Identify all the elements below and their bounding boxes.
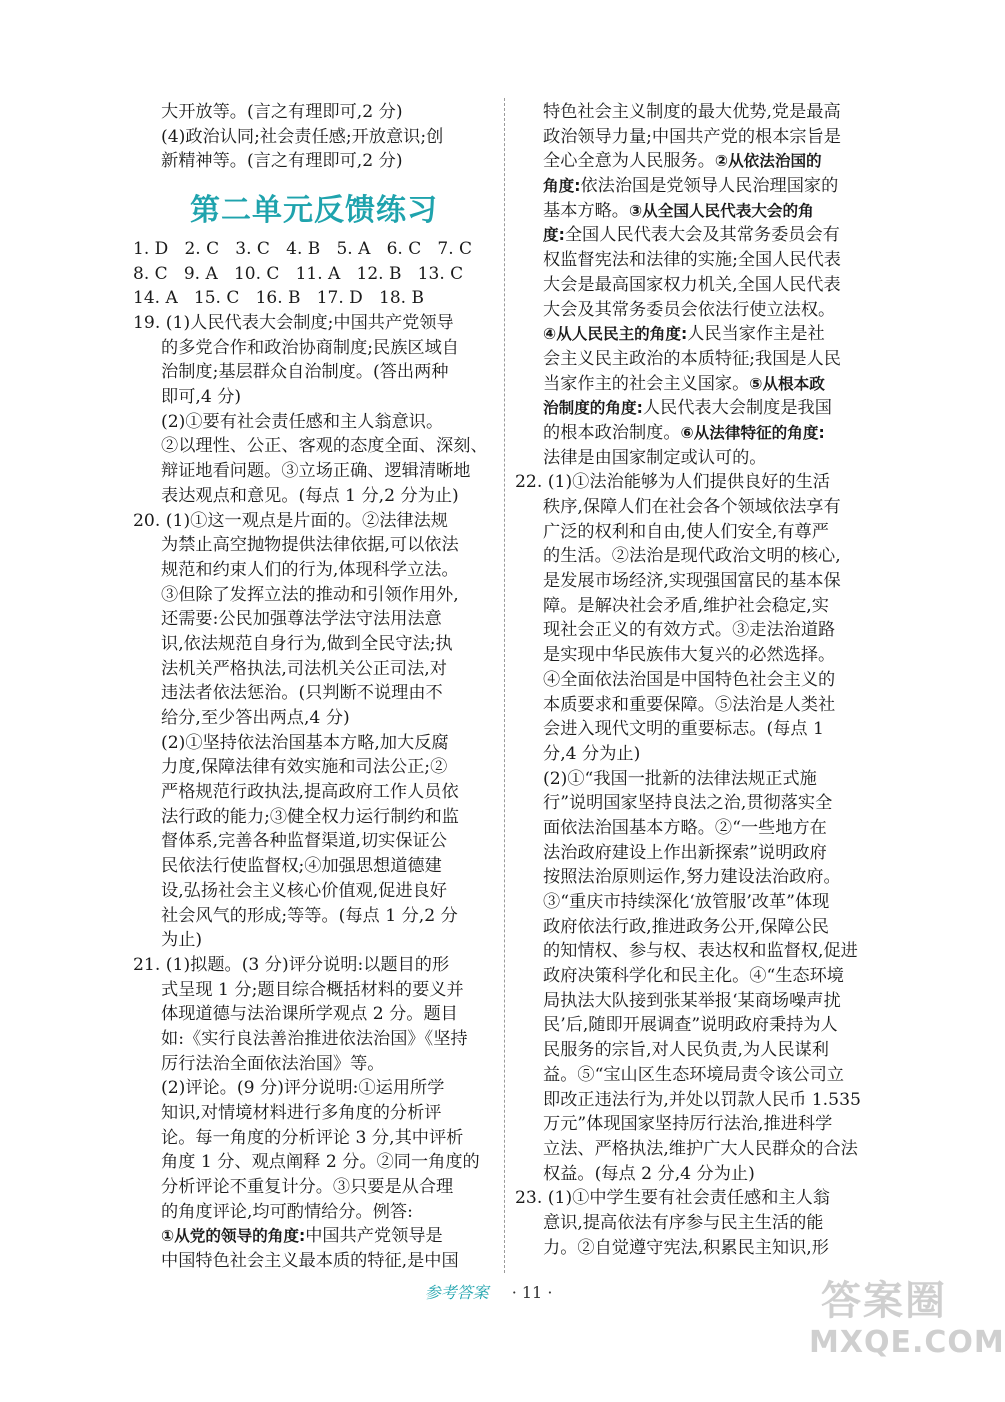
line-text: 社会风气的形成;等等。(每点 1 分,2 分 bbox=[161, 905, 458, 926]
section-title: 第二单元反馈练习 bbox=[190, 193, 438, 228]
text-line bbox=[133, 311, 495, 336]
text-line bbox=[133, 632, 495, 657]
text-line bbox=[133, 805, 495, 830]
answer-row: 8. C 9. A 10. C 11. A 12. B 13. C bbox=[133, 263, 464, 284]
text-line bbox=[133, 1175, 495, 1200]
line-text: 辩证地看问题。③立场正确、逻辑清晰地 bbox=[161, 461, 471, 482]
line-text: 法机关严格执法,司法机关公正司法,对 bbox=[161, 658, 447, 679]
text-line bbox=[133, 336, 495, 361]
text-line bbox=[133, 681, 495, 706]
line-text: ③“重庆市持续深化‘放管服’改革”体现 bbox=[543, 892, 830, 912]
text-line bbox=[515, 100, 877, 125]
text-line bbox=[133, 1126, 495, 1151]
text-line bbox=[515, 199, 877, 224]
text-line bbox=[133, 978, 495, 1003]
line-text: 严格规范行政执法,提高政府工作人员依 bbox=[161, 782, 459, 803]
text-line bbox=[515, 643, 877, 668]
line-text: (2)评论。(9 分)评分说明:①运用所学 bbox=[161, 1078, 445, 1099]
text-line bbox=[133, 953, 495, 978]
line-text: 新精神等。(言之有理即可,2 分) bbox=[161, 151, 403, 172]
line-text: 大会是最高国家权力机关,全国人民代表 bbox=[543, 274, 841, 295]
line-text: 还需要:公民加强尊法学法守法用法意 bbox=[161, 609, 442, 630]
line-text: 分,4 分为止) bbox=[543, 743, 641, 764]
text-line bbox=[515, 446, 877, 471]
line-text: 全心全意为人民服务。 bbox=[543, 151, 715, 172]
text-line bbox=[515, 125, 877, 150]
line-text: 依法治国是党领导人民治理国家的 bbox=[580, 176, 839, 197]
text-line bbox=[133, 125, 495, 150]
text-line bbox=[515, 174, 877, 199]
line-text: 设,弘扬社会主义核心价值观,促进良好 bbox=[161, 880, 447, 901]
text-line bbox=[515, 865, 877, 890]
text-line bbox=[133, 410, 495, 435]
line-text: 的知情权、参与权、表达权和监督权,促进 bbox=[543, 941, 858, 962]
line-text: 特色社会主义制度的最大优势,党是最高 bbox=[543, 102, 841, 122]
text-line bbox=[515, 544, 877, 569]
text-line bbox=[133, 706, 495, 731]
line-text: ③但除了发挥立法的推动和引领作用外, bbox=[161, 584, 459, 605]
page-number: · 11 · bbox=[511, 1283, 553, 1302]
text-line bbox=[515, 816, 877, 841]
bold-heading: ⑤从根本政 bbox=[749, 374, 825, 393]
line-text: 给分,至少答出两点,4 分) bbox=[161, 708, 350, 728]
line-text: 意识,提高依法有序参与民主生活的能 bbox=[543, 1212, 824, 1233]
line-text: 20. (1)①这一观点是片面的。②法律法规 bbox=[133, 510, 448, 531]
text-line bbox=[515, 767, 877, 792]
line-text: 人民代表大会制度是我国 bbox=[642, 398, 832, 419]
line-text: 为禁止高空抛物提供法律依据,可以依法 bbox=[161, 535, 459, 556]
line-text: 益。⑤“宝山区生态环境局责令该公司立 bbox=[543, 1064, 844, 1085]
line-text: ④全面依法治国是中国特色社会主义的 bbox=[543, 669, 836, 690]
text-line bbox=[515, 668, 877, 693]
text-line bbox=[133, 434, 495, 459]
line-text: 现社会正义的有效方式。③走法治道路 bbox=[543, 620, 836, 641]
line-text: 21. (1)拟题。(3 分)评分说明:以题目的形 bbox=[133, 954, 450, 975]
bold-heading: ②从依法治国的 bbox=[714, 152, 822, 171]
line-text: 按照法治原则运作,努力建设法治政府。 bbox=[543, 867, 841, 888]
line-text: 即改正违法行为,并处以罚款人民币 1.535 bbox=[543, 1089, 861, 1110]
line-text: 的生活。②法治是现代政治文明的核心, bbox=[543, 546, 841, 567]
text-line bbox=[133, 100, 495, 125]
footer-label: 参考答案 bbox=[424, 1283, 489, 1302]
watermark-text-bottom: MXQE.COM bbox=[809, 1325, 1005, 1360]
line-text: 广泛的权利和自由,使人们安全,有尊严 bbox=[543, 521, 829, 542]
text-line bbox=[515, 890, 877, 915]
line-text: 规范和约束人们的行为,体现科学立法。 bbox=[161, 559, 459, 580]
answer-row: 14. A 15. C 16. B 17. D 18. B bbox=[133, 288, 424, 308]
text-line bbox=[515, 421, 877, 446]
text-line bbox=[515, 495, 877, 520]
line-text: 法律是由国家制定或认可的。 bbox=[543, 447, 767, 468]
bold-heading: ①从党的领导的角度: bbox=[161, 1227, 306, 1246]
line-text: (4)政治认同;社会责任感;开放意识;创 bbox=[161, 126, 444, 147]
text-line bbox=[515, 618, 877, 643]
watermark-text-top: 答案圈 bbox=[821, 1278, 947, 1324]
left-column-top bbox=[133, 100, 495, 174]
line-text: 的角度评论,均可酌情给分。例答: bbox=[161, 1201, 413, 1222]
text-line bbox=[133, 755, 495, 780]
text-line bbox=[515, 520, 877, 545]
line-text: 民服务的宗旨,对人民负责,为人民谋利 bbox=[543, 1040, 829, 1061]
left-column-body bbox=[133, 311, 495, 1274]
bold-heading: 度: bbox=[543, 226, 565, 245]
line-text: 力。②自觉遵守宪法,积累民主知识,形 bbox=[543, 1237, 829, 1258]
text-line bbox=[133, 509, 495, 534]
text-line bbox=[133, 1101, 495, 1126]
text-line bbox=[133, 149, 495, 174]
answer-row: 1. D 2. C 3. C 4. B 5. A 6. C 7. C bbox=[133, 239, 473, 259]
text-line bbox=[515, 248, 877, 273]
line-text: 大开放等。(言之有理即可,2 分) bbox=[161, 102, 403, 122]
line-text: 如:《实行良法善治推进依法治国》《坚持 bbox=[161, 1028, 468, 1049]
text-line bbox=[133, 533, 495, 558]
text-line bbox=[133, 904, 495, 929]
bold-heading: ④从人民民主的角度: bbox=[543, 325, 688, 344]
line-text: 本质要求和重要保障。⑤法治是人类社 bbox=[543, 694, 836, 715]
line-text: 政府决策科学化和民主化。④“生态环境 bbox=[543, 966, 844, 987]
text-line bbox=[515, 322, 877, 347]
text-line bbox=[133, 879, 495, 904]
text-line bbox=[515, 1013, 877, 1038]
text-line bbox=[515, 298, 877, 323]
text-line bbox=[515, 1088, 877, 1113]
line-text: 会主义民主政治的本质特征;我国是人民 bbox=[543, 348, 841, 369]
line-text: 秩序,保障人们在社会各个领域依法享有 bbox=[543, 497, 841, 517]
line-text: 论。每一角度的分析评论 3 分,其中评析 bbox=[161, 1127, 464, 1148]
text-line bbox=[133, 829, 495, 854]
line-text: 权监督宪法和法律的实施;全国人民代表 bbox=[543, 250, 841, 271]
bold-heading: ③从全国人民代表大会的角 bbox=[628, 201, 814, 220]
watermark-logo bbox=[809, 1276, 1005, 1376]
line-text: 力度,保障法律有效实施和司法公正;② bbox=[161, 757, 448, 778]
text-line bbox=[515, 372, 877, 397]
line-text: 大会及其常务委员会依法行使立法权。 bbox=[543, 299, 836, 320]
text-line bbox=[515, 149, 877, 174]
text-line bbox=[515, 791, 877, 816]
line-text: 19. (1)人民代表大会制度;中国共产党领导 bbox=[133, 313, 454, 333]
line-text: 治制度;基层群众自治制度。(答出两种 bbox=[161, 362, 449, 383]
text-line bbox=[515, 1038, 877, 1063]
text-line bbox=[133, 1150, 495, 1175]
text-line bbox=[515, 989, 877, 1014]
line-text: 为止) bbox=[161, 930, 203, 951]
line-text: 民依法行使监督权;④加强思想道德建 bbox=[161, 856, 442, 877]
line-text: 行”说明国家坚持良法之治,贯彻落实全 bbox=[543, 793, 833, 814]
text-line bbox=[133, 459, 495, 484]
line-text: 政治领导力量;中国共产党的根本宗旨是 bbox=[543, 126, 841, 147]
line-text: 分析评论不重复计分。③只要是从合理 bbox=[161, 1177, 454, 1198]
text-line bbox=[515, 717, 877, 742]
text-line bbox=[133, 928, 495, 953]
line-text: 即可,4 分) bbox=[161, 387, 242, 408]
text-line bbox=[515, 1162, 877, 1187]
line-text: 法行政的能力;③健全权力运行制约和监 bbox=[161, 806, 459, 827]
text-line bbox=[515, 964, 877, 989]
line-text: 政府依法行政,推进政务公开,保障公民 bbox=[543, 916, 829, 937]
line-text: 会进入现代文明的重要标志。(每点 1 bbox=[543, 719, 824, 740]
line-text: (2)①“我国一批新的法律法规正式施 bbox=[543, 768, 817, 789]
line-text: 权益。(每点 2 分,4 分为止) bbox=[543, 1163, 755, 1184]
line-text: 面依法治国基本方略。②“一些地方在 bbox=[543, 817, 827, 838]
text-line bbox=[133, 1200, 495, 1225]
line-text: (2)①要有社会责任感和主人翁意识。 bbox=[161, 411, 444, 432]
line-text: 中国特色社会主义最本质的特征,是中国 bbox=[161, 1251, 459, 1272]
text-line bbox=[515, 470, 877, 495]
line-text: 障。是解决社会矛盾,维护社会稳定,实 bbox=[543, 595, 829, 616]
text-line bbox=[515, 1186, 877, 1211]
line-text: 知识,对情境材料进行多角度的分析评 bbox=[161, 1103, 442, 1123]
text-line bbox=[515, 594, 877, 619]
line-text: 违法者依法惩治。(只判断不说理由不 bbox=[161, 683, 443, 704]
line-text: 立法、严格执法,维护广大人民群众的合法 bbox=[543, 1138, 858, 1159]
line-text: 当家作主的社会主义国家。 bbox=[543, 373, 750, 394]
text-line bbox=[515, 347, 877, 372]
text-line bbox=[133, 607, 495, 632]
text-line bbox=[133, 657, 495, 682]
line-text: 22. (1)①法治能够为人们提供良好的生活 bbox=[515, 472, 830, 493]
text-line bbox=[133, 780, 495, 805]
text-line bbox=[133, 360, 495, 385]
line-text: 中国共产党领导是 bbox=[305, 1226, 443, 1247]
line-text: 人民当家作主是社 bbox=[687, 324, 825, 345]
text-line bbox=[515, 1063, 877, 1088]
text-line bbox=[515, 273, 877, 298]
line-text: 式呈现 1 分;题目综合概括材料的要义并 bbox=[161, 979, 464, 1000]
text-line bbox=[515, 841, 877, 866]
text-line bbox=[515, 1137, 877, 1162]
text-line bbox=[133, 484, 495, 509]
text-line bbox=[133, 731, 495, 756]
text-line bbox=[515, 1112, 877, 1137]
line-text: 督体系,完善各种监督渠道,切实保证公 bbox=[161, 831, 447, 852]
text-line bbox=[133, 1249, 495, 1274]
text-line bbox=[133, 583, 495, 608]
text-line bbox=[515, 569, 877, 594]
line-text: 体现道德与法治课所学观点 2 分。题目 bbox=[161, 1004, 458, 1025]
bold-heading: 治制度的角度: bbox=[543, 399, 643, 418]
line-text: 局执法大队接到张某举报‘某商场噪声扰 bbox=[543, 990, 841, 1011]
text-line bbox=[133, 1052, 495, 1077]
text-line bbox=[515, 1236, 877, 1261]
line-text: ②以理性、公正、客观的态度全面、深刻、 bbox=[161, 436, 488, 457]
text-line bbox=[515, 939, 877, 964]
line-text: 是发展市场经济,实现强国富民的基本保 bbox=[543, 571, 841, 592]
line-text: 表达观点和意见。(每点 1 分,2 分为止) bbox=[161, 485, 459, 506]
line-text: 厉行法治全面依法治国》等。 bbox=[161, 1053, 385, 1074]
line-text: 的根本政治制度。 bbox=[543, 422, 681, 443]
text-line bbox=[515, 915, 877, 940]
line-text: 识,依法规范自身行为,做到全民守法;执 bbox=[161, 633, 453, 654]
line-text: 23. (1)①中学生要有社会责任感和主人翁 bbox=[515, 1188, 830, 1209]
column-divider bbox=[504, 98, 505, 1273]
line-text: 万元”体现国家坚持厉行法治,推进科学 bbox=[543, 1114, 833, 1135]
line-text: 民’后,随即开展调查”说明政府秉持为人 bbox=[543, 1015, 838, 1036]
line-text: 全国人民代表大会及其常务委员会有 bbox=[564, 225, 840, 246]
line-text: (2)①坚持依法治国基本方略,加大反腐 bbox=[161, 732, 449, 753]
text-line bbox=[515, 396, 877, 421]
text-line bbox=[133, 1027, 495, 1052]
text-line bbox=[133, 1076, 495, 1101]
right-column-body bbox=[515, 100, 877, 1260]
line-text: 的多党合作和政治协商制度;民族区域自 bbox=[161, 337, 459, 358]
text-line bbox=[515, 223, 877, 248]
bold-heading: ⑥从法律特征的角度: bbox=[680, 423, 825, 442]
text-line bbox=[133, 854, 495, 879]
line-text: 基本方略。 bbox=[543, 200, 629, 221]
line-text: 是实现中华民族伟大复兴的必然选择。 bbox=[543, 645, 836, 666]
text-line bbox=[133, 385, 495, 410]
text-line bbox=[515, 742, 877, 767]
text-line bbox=[515, 1211, 877, 1236]
text-line bbox=[133, 1002, 495, 1027]
line-text: 角度 1 分、观点阐释 2 分。②同一角度的 bbox=[161, 1152, 480, 1173]
text-line bbox=[133, 1224, 495, 1249]
bold-heading: 角度: bbox=[543, 177, 581, 196]
line-text: 法治政府建设上作出新探索”说明政府 bbox=[543, 842, 827, 863]
text-line bbox=[133, 558, 495, 583]
text-line bbox=[515, 693, 877, 718]
